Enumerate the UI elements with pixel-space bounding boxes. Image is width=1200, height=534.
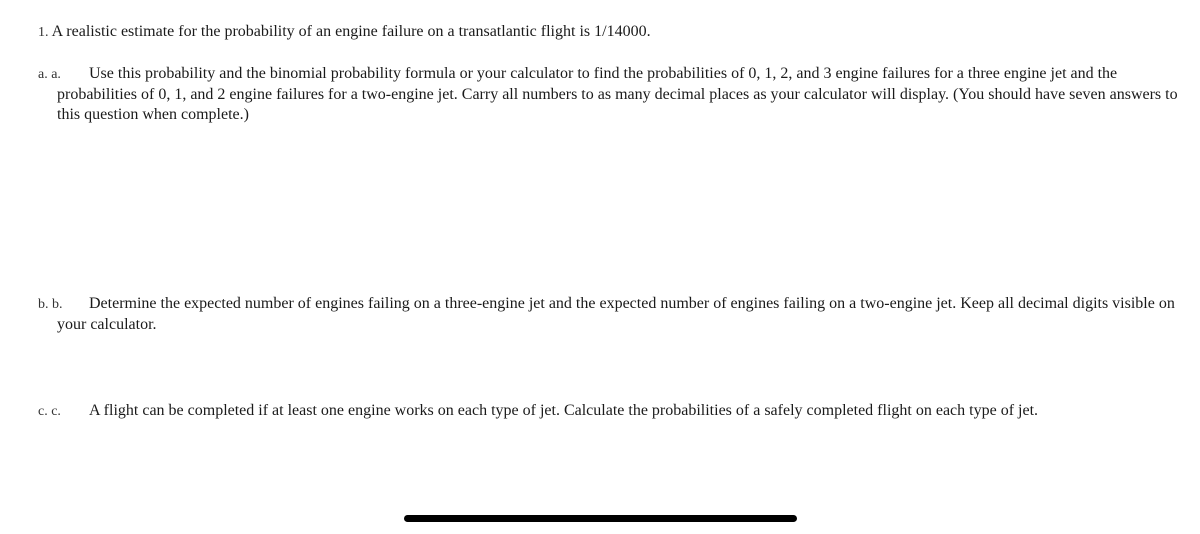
question-text: A realistic estimate for the probability of an engine failure on a transatlantic flight is 1/14000. (51, 23, 651, 40)
part-a-label: a. a. (38, 67, 61, 82)
part-c-label: c. c. (38, 404, 61, 419)
question-number: 1. (38, 25, 49, 40)
part-c-text: A flight can be completed if at least one engine works on each type of jet. Calculate the probabilities of a safely completed flight on each type of jet. (89, 402, 1039, 419)
part-c (38, 401, 1192, 422)
part-a-text: Use this probability and the binomial probability formula or your calculator to find the probabilities of 0, 1, 2, and 3 engine failures for a three engine jet and the probabilities of 0, 1, and 2 engine failures for a two-engine jet. Carry all numbers to as many decimal places as your calculator will display. (You should have seven answers to this question when complete.) (57, 65, 1178, 123)
part-b-text: Determine the expected number of engines failing on a three-engine jet and the expected number of engines failing on a two-engine jet. Keep all decimal digits visible on your calculator. (57, 295, 1175, 333)
part-a (38, 64, 1192, 126)
home-indicator-bar[interactable] (404, 515, 797, 522)
part-b (38, 294, 1192, 335)
part-b-label: b. b. (38, 297, 63, 312)
question-1 (38, 22, 651, 43)
